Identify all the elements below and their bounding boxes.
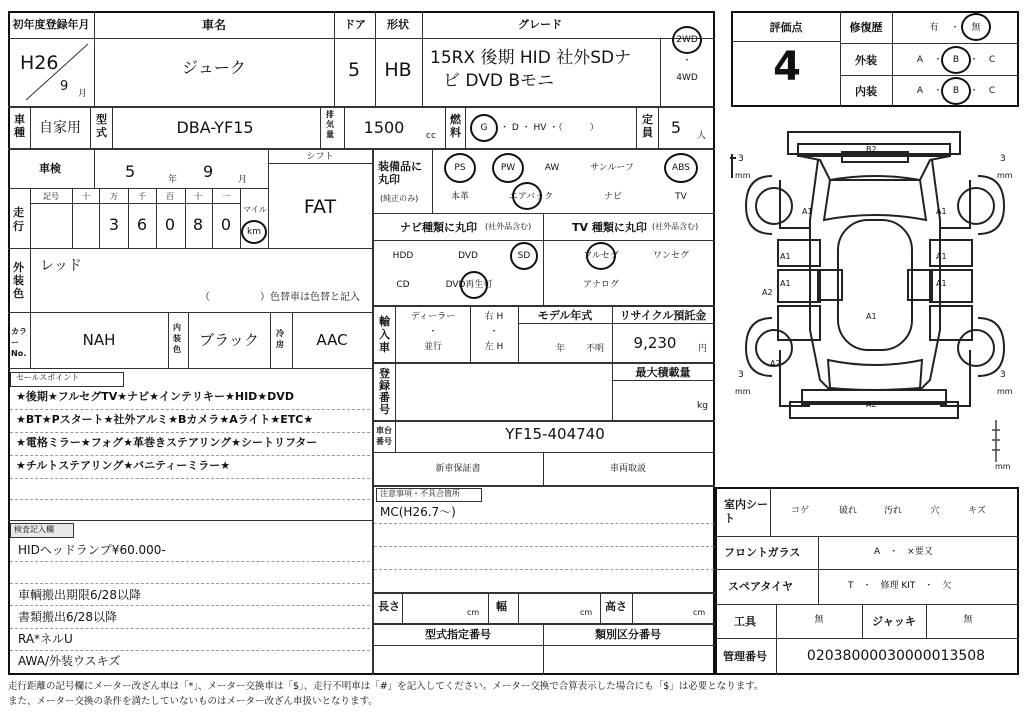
equipment-label: 装備品に丸印 [378,160,422,186]
mileage-col-3: 千 [138,192,146,201]
shift-value: FAT [303,196,337,218]
int-color-value: ブラック [199,331,259,349]
chassis-label: 車台番号 [376,426,392,446]
inspection-month: 9 [203,162,214,181]
damage-mark: A1 [780,252,791,261]
grade-line1: 15RX 後期 HID 社外SDナ [430,48,632,68]
footer-note-1: 走行距離の記号欄にメーター改ざん車は「*」、メーター交換車は「$」、走行不明車は「#」を記入してください。メーター交換で合算表示した場合にも「$」は必要となります。 [8,681,764,692]
navi-hdd: HDD [392,251,414,261]
front-glass-label: フロントガラス [724,546,801,559]
damage-mark: A1 [802,207,813,216]
diag-mm-br-3: 3 [1000,370,1006,380]
inspection-label: 車検 [39,162,61,175]
equipment-sub: (純正のみ) [380,194,419,203]
first-reg-era: H26 [20,52,59,74]
spare-tire-value: T ・ 修理 KIT ・ 欠 [848,581,952,591]
inspection-year-unit: 年 [168,175,178,185]
inspection-month-unit: 月 [238,175,248,185]
usage-label: 車種 [14,113,25,139]
width-label: 幅 [496,600,507,613]
ext-c: C [988,55,996,65]
tools-value: 無 [814,615,824,625]
fuel-label: 燃料 [450,113,461,139]
mileage-digit: 0 [220,215,232,234]
ext-dot2: ・ [969,55,979,65]
km-label: km [247,227,261,237]
model-value: DBA-YF15 [176,118,254,137]
import-label: 輸入車 [379,315,390,354]
shape-label: 形状 [387,18,409,31]
equip-sunroof: サンルーフ [590,163,634,173]
recycle-value: 9,230 [633,334,677,352]
damage-mark: A2 [762,288,773,297]
front-glass-value: A ・ ×要又 [874,547,933,557]
interior-seat-label: 室内シート [724,498,768,525]
ext-b: B [952,55,960,65]
interior-item: 穴 [930,506,940,516]
control-no-label: 管理番号 [723,650,767,663]
class-no-label: 類別区分番号 [595,628,661,641]
car-manual: 車両取説 [609,464,647,474]
color-no-value: NAH [82,331,116,349]
color-no-label: カラーNo. [11,327,27,358]
navi-dvd: DVD [458,251,478,261]
first-reg-month: 9 [60,79,69,94]
attention-label: 注意事項・不具合箇所 [380,489,460,498]
control-no-value: 020380000300000135​08 [806,648,986,664]
mileage-col-0: 記号 [43,192,59,201]
equip-navi: ナビ [603,192,623,202]
repair-label: 修復歴 [849,21,883,34]
damage-mark: B2 [866,145,877,154]
import-right: 右 H [484,312,504,322]
damage-mark: A2 [866,400,877,409]
inspection-note-line: HIDヘッドランプ¥60.000- [18,543,166,557]
mileage-label: 走行 [13,206,24,233]
capacity-label: 定員 [642,113,653,139]
equip-airbag: エアバック [508,192,554,202]
capacity-value: 5 [670,118,682,137]
color-label: 外装色 [13,261,24,300]
navi-cd: CD [396,280,410,290]
width-cm: cm [580,608,593,617]
cooling-value: AAC [316,331,348,349]
score-label: 評価点 [769,21,803,34]
chassis-value: YF15-404740 [505,425,605,443]
length-cm: cm [467,608,480,617]
import-dot: ・ [428,327,438,337]
attention-value: MC(H26.7〜) [380,505,456,519]
first-reg-label: 初年度登録年月 [12,18,90,31]
import-dot2: ・ [489,327,499,337]
car-name-label: 車名 [201,18,227,32]
spare-tire-label: スペアタイヤ [728,580,794,593]
fuel-g: G [480,123,488,133]
color-value: レッド [40,258,82,274]
int-a: A [916,86,924,96]
kg-unit: kg [697,401,708,411]
mileage-digit: 8 [192,215,204,234]
interior-item: 破れ [838,506,858,516]
displacement-value: 1500 [363,118,405,137]
damage-mark: A2 [770,359,781,368]
sales-point-line: ★チルトステアリング★バニティーミラー★ [16,459,231,472]
mileage-digit: 0 [164,215,176,234]
diag-mm-tr: mm [997,171,1013,180]
model-year-unit: 年 [556,344,566,354]
sales-point-line: ★後期★フルセグTV★ナビ★インテリキー★HID★DVD [16,390,294,403]
int-color-label: 内装色 [173,323,181,354]
cooling-label: 冷房 [276,329,284,349]
equip-leather: 本革 [450,192,470,202]
interior-item: キズ [968,506,986,516]
doors-label: ドア [344,18,366,31]
mileage-digit: 6 [136,215,148,234]
jack-value: 無 [963,615,973,625]
month-unit: 月 [78,89,88,99]
max-load-label: 最大積載量 [635,366,691,379]
model-year-label: モデル年式 [537,309,593,322]
int-b: B [952,86,960,96]
mileage-col-6: 一 [222,192,230,201]
doors-value: 5 [347,59,361,81]
fuel-others: ・ D ・ HV ・（ ） [500,123,599,133]
recycle-label: リサイクル預託金 [619,309,707,322]
navi-type-label: ナビ種類に丸印 [400,221,477,234]
displacement-label: 排気量 [326,110,334,139]
import-dealer: ディーラー [410,312,456,322]
diag-mm-tl-3: 3 [738,154,744,164]
interior-item: コゲ [790,506,810,516]
repair-dot: ・ [950,23,960,33]
color-note: （ ）色替車は色替と記入 [200,292,360,303]
diag-mm-bl-3: 3 [738,370,744,380]
mile-label: マイル [243,205,267,214]
cc-unit: cc [426,131,436,141]
drive-dot: ・ [682,56,692,66]
height-cm: cm [693,608,706,617]
inspection-notes-label: 検査記入欄 [14,525,54,534]
inspection-note-line: AWA/外装ウスキズ [18,654,121,668]
inspection-note-line: 書類搬出6/28以降 [18,610,117,624]
grade-label: グレード [518,18,562,31]
score-value: 4 [773,44,801,90]
sales-point-line: ★BT★Pスタート★社外アルミ★Bカメラ★Aライト★ETC★ [16,413,314,426]
tv-type-sub: (社外品含む) [652,222,699,231]
damage-mark: A1 [936,252,947,261]
interior-item: 汚れ [883,506,903,516]
int-dot: ・ [933,86,943,96]
sales-point-line: ★電格ミラー★フォグ★革巻きステアリング★シートリフター [16,436,318,449]
length-label: 長さ [378,600,400,613]
registration-label: 登録番号 [379,367,390,416]
tv-oneseg: ワンセグ [652,251,690,261]
car-damage-diagram [730,120,1020,480]
damage-mark: A1 [866,312,877,321]
inspection-year: 5 [125,162,136,181]
equip-tv: TV [675,192,687,202]
model-year-unknown: 不明 [586,344,605,354]
ext-dot: ・ [933,55,943,65]
capacity-unit: 人 [697,131,707,141]
repair-yes: 有 [929,23,939,33]
drive-2wd: 2WD [676,35,698,45]
yen-unit: 円 [698,344,708,354]
diag-mm-tr-3: 3 [1000,154,1006,164]
new-car-warranty: 新車保証書 [435,464,481,474]
car-name: ジューク [182,58,246,77]
model-label: 型式 [96,113,107,139]
footer-note-2: また、メーター交換の条件を満たしていないものはメーター改ざん車扱いとなります。 [8,696,378,707]
diag-mm-bl: mm [735,387,751,396]
shift-label: シフト [306,152,334,162]
import-parallel: 並行 [423,342,443,352]
damage-mark: A1 [936,279,947,288]
tools-label: 工具 [734,615,756,628]
tv-type-label: TV 種類に丸印 [572,221,647,234]
mileage-col-2: 万 [110,192,118,201]
mileage-digit: 3 [108,215,120,234]
drive-4wd: 4WD [676,73,698,83]
exterior-label: 外装 [855,54,877,67]
damage-mark: A1 [780,279,791,288]
shape-value: HB [384,59,412,81]
int-c: C [988,86,996,96]
int-dot2: ・ [969,86,979,96]
equip-pw: PW [500,163,516,173]
mileage-col-5: 十 [194,192,202,201]
damage-mark: A1 [936,207,947,216]
import-left: 左 H [484,342,504,352]
mileage-col-4: 百 [166,192,174,201]
grade-line2: ビ DVD Bモニ [443,71,554,91]
diag-mm-bottom: mm [995,462,1011,471]
tv-fullseg: フルセグ [583,251,619,261]
diag-mm-tl: mm [735,171,751,180]
inspection-note-line: 車輌搬出期限6/28以降 [18,588,141,602]
tv-analog: アナログ [582,280,620,290]
diag-mm-br: mm [997,387,1013,396]
sales-points-label: セールスポイント [16,373,80,382]
repair-no: 無 [971,23,981,33]
usage-value: 自家用 [39,120,81,136]
interior-label: 内装 [855,85,877,98]
equip-abs: ABS [672,163,690,173]
ext-a: A [916,55,924,65]
inspection-note-line: RA*ネルU [18,632,73,646]
equip-ps: PS [454,163,466,173]
equip-aw: AW [544,163,560,173]
navi-dvd-play: DVD再生可 [445,280,493,290]
navi-sd: SD [517,251,531,261]
model-no-label: 型式指定番号 [425,628,491,641]
navi-type-sub: (社外品含む) [485,222,532,231]
height-label: 高さ [605,600,627,613]
jack-label: ジャッキ [872,615,916,628]
mileage-col-1: 十 [82,192,90,201]
